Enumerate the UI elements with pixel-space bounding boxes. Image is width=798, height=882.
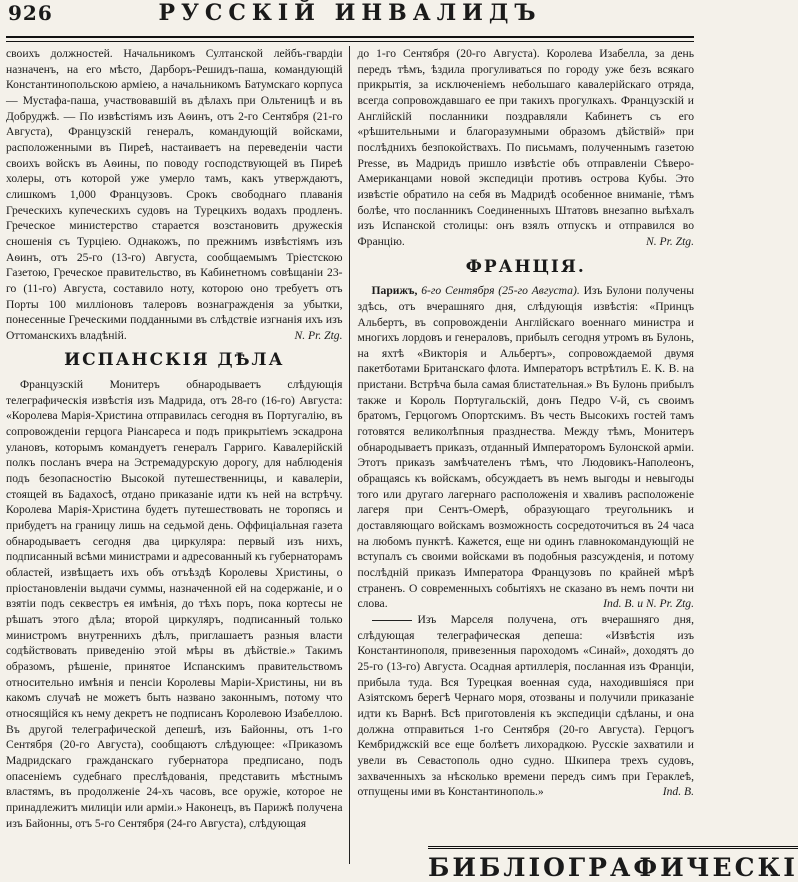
paris-paragraph: Парижъ, 6-го Сентября (25-го Августа). Изъ Булони получены здѣсь, отъ вчерашняго дня, слѣдующія извѣстія: «Принцъ Альбертъ, въ сопровожденіи Англійскаго военнаго министра и многихъ лордовъ и генераловъ, прибылъ сегодня утромъ въ Булонь, на яхтѣ «Викторія и Альбертъ», сопровождаемой двумя пакетботами Британскаго флота. Императоръ встрѣтилъ Е. К. В. на пристани. Встрѣча была самая блистательная.» Въ Булонь прибылъ также и Король Португальскій, донъ Педро V-й, съ своимъ братомъ, Герцогомъ Опортскимъ. Въ честь Высокихъ гостей тамъ готовятся великолѣпныя празднества. Между тѣмъ, Монитеръ обнародываетъ приказъ, отданный Императоромъ Булонской арміи. Этотъ приказъ замѣчателенъ тѣмъ, что Людовикъ-Наполеонъ, обращаясь къ войскамъ, обсуждаетъ въ немъ выгоды и невыгоды того или другаго лагернаго расположенія и хваливъ расположеніе лагеря при Сентъ-Омерѣ, образующаго треугольникъ и доставляющаго войскамъ возможность сосредоточиться въ 24 часа на любомъ пунктѣ. Кажется, еще ни одинъ главнокомандующій не вступалъ съ своими войсками въ подобныя разсужденія, и потому послѣдній приказъ Императора Французовъ по крайней мѣрѣ страненъ. О современныхъ событіяхъ не сказано въ немъ почти ни слова. Ind. B. и N. Pr. Ztg.: [357, 284, 694, 611]
right-column: [350, 46, 695, 864]
source-citation: N. Pr. Ztg.: [294, 328, 343, 342]
header-rule: [6, 36, 694, 42]
source-citation: N. Pr. Ztg.: [646, 234, 694, 248]
madrid-continuation-paragraph: до 1-го Сентября (20-го Августа). Королева Изабелла, за день передъ тѣмъ, ѣздила прогуливаться по городу уже безъ всякаго прикрытія, за исключеніемъ небольшаго кавалерійскаго отряда, всегда сопровождавшаго ее при такихъ прогулкахъ. Французскій и Англійскій посланники поздравляли Кабинетъ съ его «рѣшительными и благоразумными образомъ дѣйствій» при послѣднихъ безпокойствахъ. По письмамъ, полученнымъ газетою Presse, въ Мадридъ пришло извѣстіе объ отправленіи Сѣверо-Американцами новой экспедиціи противъ острова Кубы. Это извѣстіе обратило на себя въ Мадридѣ особенное вниманіе, тѣмъ болѣе, что посланникъ Соединенныхъ Штатовъ внезапно выѣхалъ изъ Испанской столицы: онъ взялъ отпускъ и отправился во Францію. N. Pr. Ztg.: [357, 47, 694, 248]
marseille-paragraph: Изъ Марселя получена, отъ вчерашняго дня, слѣдующая телеграфическая депеша: «Извѣстія изъ Константинополя, привезенныя пароходомъ «Синай», доходятъ до 25-го (13-го) Августа. Осадная артиллерія, посланная изъ Франціи, прибыла туда. Вся Турецкая военная суда, находившіяся при Азіятскомъ берегѣ Чернаго моря, отозваны и получили приказаніе идти къ Варнѣ. Всѣ приготовленія къ экспедиціи сдѣланы, и она должна отправиться 1-го Сентября (20-го Августа). Герцогъ Кембриджскій все еще болѣетъ лихорадкою. Русскіе захватили и увели въ Севастополь одно судно. Шкипера трехъ судовъ, захваченныхъ за нѣсколько времени передъ симъ при Гераклеѣ, отпущены ими въ Константинополь.» Ind. B.: [357, 612, 694, 799]
dateline-date: 6-го Сентября (25-го Августа).: [421, 284, 580, 298]
newspaper-title: РУССКІЙ ИНВАЛИДЪ: [158, 0, 542, 26]
source-citation: Ind. B. и N. Pr. Ztg.: [603, 597, 694, 611]
spanish-affairs-heading: ИСПАНСКІЯ ДѢЛА: [64, 350, 285, 371]
turkey-greece-paragraph: своихъ должностей. Начальникомъ Султанской лейбъ-гвардіи назначенъ, на его мѣсто, Дарборъ-Решидъ-паша, командующій Константинопольскою арміею, а начальникомъ Батумскаго корпуса — Мустафа-паша, участвовавшій въ дѣлахъ при Ольтеницѣ и въ Добруджѣ. — По извѣстіямъ изъ Аѳинъ, отъ 2-го Сентября (21-го Августа), Французскій генералъ, командующій войсками, расположенными въ Пиреѣ, настаиваетъ на переведеніи части своихъ войскъ въ Аѳины, по поводу господствующей въ Пиреѣ холеры, отъ которой уже умерло тамъ, какъ утверждаютъ, слишкомъ 1,000 Французовъ. Срокъ свободнаго плаванія Греческихъ купеческихъ судовъ на Турецкихъ водахъ продленъ. Греческое министерство старается возстановить дружескія сношенія съ Турціею. Однакожъ, по прежнимъ извѣстіямъ изъ Аѳинъ, отъ 25-го (13-го) Августа, сообщаемымъ Тріестскою Газетою, Греческое правительство, въ Кабинетномъ совѣщаніи 23-го (11-го) Августа, составило ноту, которою оно требуетъ отъ Порты 100 милліоновъ талеровъ вознагражденія за убытки, понесенные Греческими подданными въ слѣдствіе изгнанія ихъ изъ Оттоманскихъ владѣній. N. Pr. Ztg.: [6, 47, 343, 342]
columns: [6, 46, 694, 864]
dash-separator: [372, 620, 412, 621]
left-column: [6, 46, 350, 864]
france-heading: ФРАНЦІЯ.: [465, 256, 586, 277]
page-number: 926: [8, 1, 53, 25]
dateline-place: Парижъ,: [371, 284, 418, 298]
source-citation: Ind. B.: [662, 785, 694, 799]
page-header: [6, 0, 694, 36]
spanish-affairs-paragraph: Французскій Монитеръ обнародываетъ слѣдующія телеграфическія извѣстія изъ Мадрида, отъ 28-го (16-го) Августа: «Королева Марія-Христина отправилась сегодня въ Португалію, въ сопровожденіи герцога Ріансареса и подъ прикрытіемъ эскадрона улановъ, которымъ командуетъ генералъ Гарриго. Кавалерійскій полкъ посланъ вчера на Эстремадурскую дорогу, для наблюденія подъ безопасностію Высокой путешественницы, и кавалеріи, стоящей въ Бадахосѣ, отдано приказаніе идти къ ней на встрѣчу. Королева Марія-Христина будетъ путешествовать не торопясь и прибудетъ на границу лишь на седьмой день. Оффиціальная газета обнародываетъ сегодня два циркуляра: первый изъ нихъ, подписанный всѣми министрами и адресованный къ губернаторамъ областей, извѣщаетъ ихъ объ отъѣздѣ Королевы Христины, о пріостановленіи выдачи суммы, назначенной ей на содержаніе, и о взятіи подъ секвестръ ея имѣнія, до тѣхъ поръ, пока кортесы не рѣшатъ этого дѣла; второй циркуляръ, подписанный только министромъ внутреннихъ дѣлъ, приглашаетъ разныя власти содѣйствовать приведенію этой мѣры въ дѣйствіе.» Такимъ образомъ, рѣшеніе, принятое Испанскимъ правительствомъ относительно имѣнія и пенсіи Королевы Маріи-Христины, ни въ какомъ случаѣ не можетъ быть названо законнымъ, потому что относящійся къ нему декретъ не подписанъ Королевою Изабеллою. Въ другой телеграфической депешѣ, изъ Байонны, отъ 1-го Сентября (20-го Августа), сообщаютъ слѣдующее: «Приказомъ Мадридскаго гражданскаго губернатора предписано, подъ опасеніемъ судебнаго преслѣдованія, представить мѣстнымъ властямъ, въ продолженіе 24-хъ часовъ, все оружіе, которое не принадлежитъ милиціи или арміи.» Наконецъ, въ Парижѣ получена изъ Байонны, отъ 5-го Сентября (24-го Августа), слѣдующая: [6, 378, 343, 830]
bibliography-heading: БИБЛІОГРАФИЧЕСКІ: [428, 846, 798, 882]
